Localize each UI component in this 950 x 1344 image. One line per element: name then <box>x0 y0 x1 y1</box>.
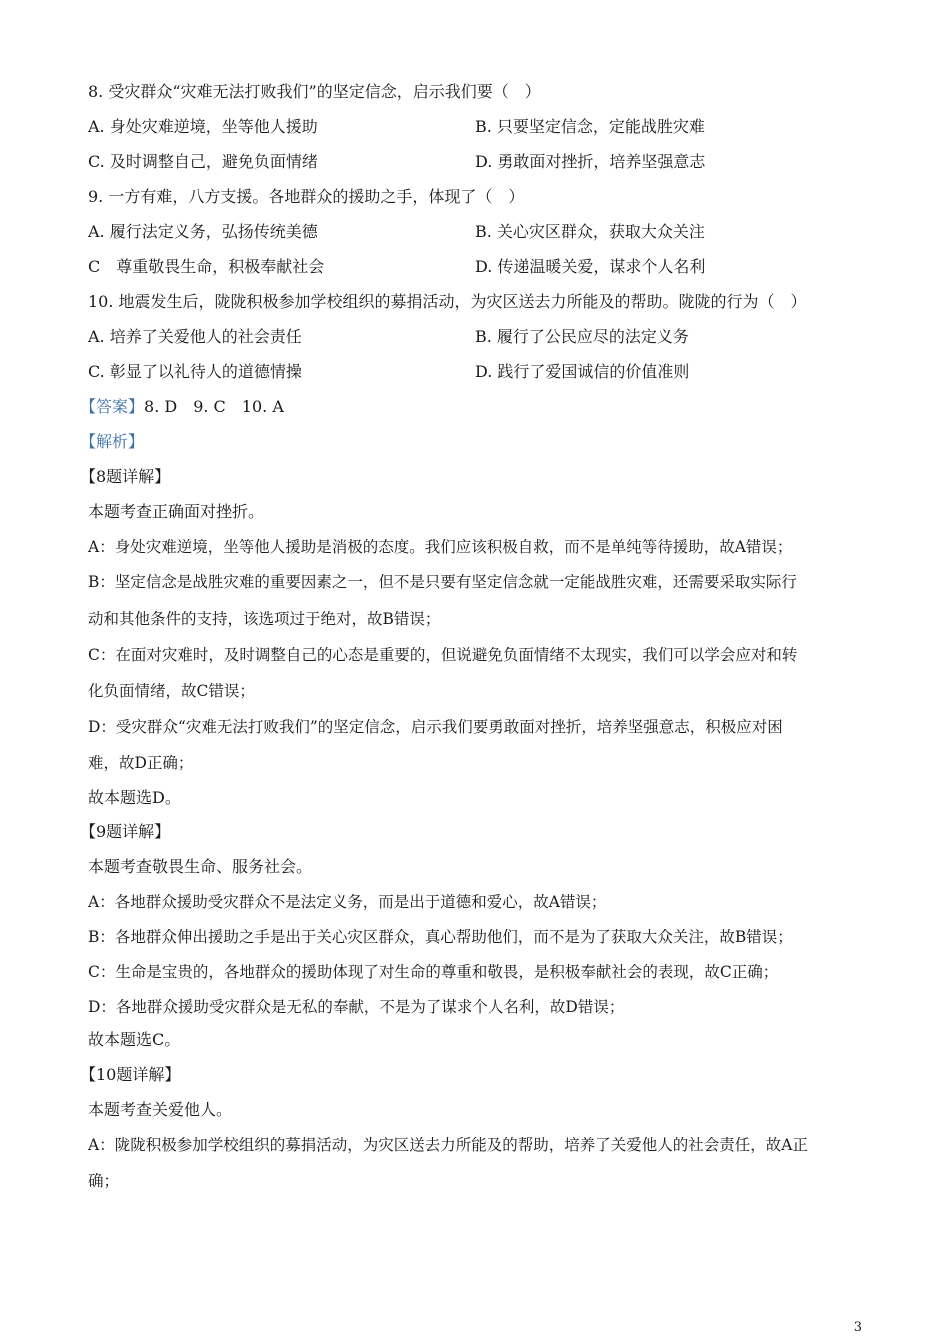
question-9-option-a: A. 履行法定义务，弘扬传统美德 <box>88 222 318 241</box>
explanation-line: 本题考查敬畏生命、服务社会。 <box>88 857 313 876</box>
page-number: 3 <box>853 1320 862 1335</box>
question-9-stem: 9. 一方有难，八方支援。各地群众的援助之手，体现了（ ） <box>88 187 525 206</box>
explanation-line: 难，故D正确； <box>88 754 194 772</box>
explanation-line: 故本题选C。 <box>88 1030 181 1049</box>
explanation-line: A：身处灾难逆境，坐等他人援助是消极的态度。我们应该积极自救，而不是单纯等待援助，故A错误； <box>88 538 793 556</box>
question-9-option-c: C 尊重敬畏生命，积极奉献社会 <box>88 257 325 276</box>
explanation-line: 本题考查关爱他人。 <box>88 1100 233 1119</box>
explanation-line: B：各地群众伸出援助之手是出于关心灾区群众，真心帮助他们，而不是为了获取大众关注，故B错误； <box>88 928 793 946</box>
explanation-heading-9: 【9题详解】 <box>80 822 171 841</box>
explanation-line: A：各地群众援助受灾群众不是法定义务，而是出于道德和爱心，故A错误； <box>88 893 607 911</box>
question-10-option-a: A. 培养了关爱他人的社会责任 <box>88 327 302 346</box>
explanation-line: B：坚定信念是战胜灾难的重要因素之一，但不是只要有坚定信念就一定能战胜灾难，还需要采取实际行 <box>88 573 797 591</box>
question-10-stem: 10. 地震发生后，陇陇积极参加学校组织的募捐活动，为灾区送去力所能及的帮助。陇陇的行为（ ） <box>88 292 807 311</box>
question-8-stem: 8. 受灾群众“灾难无法打败我们”的坚定信念，启示我们要（ ） <box>88 82 541 101</box>
question-9-option-b: B. 关心灾区群众，获取大众关注 <box>475 222 705 241</box>
explanation-line: C：在面对灾难时，及时调整自己的心态是重要的，但说避免负面情绪不太现实，我们可以学会应对和转 <box>88 646 798 664</box>
explanation-line: 动和其他条件的支持，该选项过于绝对，故B错误； <box>88 610 441 628</box>
explanation-line: D：各地群众援助受灾群众是无私的奉献，不是为了谋求个人名利，故D错误； <box>88 998 625 1016</box>
question-10-option-d: D. 践行了爱国诚信的价值准则 <box>475 362 690 381</box>
explanation-line: 故本题选D。 <box>88 788 181 807</box>
question-9-option-d: D. 传递温暖关爱，谋求个人名利 <box>475 257 706 276</box>
question-10-option-c: C. 彰显了以礼待人的道德情操 <box>88 362 302 381</box>
analysis-tag: 【解析】 <box>80 432 145 451</box>
explanation-heading-8: 【8题详解】 <box>80 467 171 486</box>
explanation-line: 确； <box>88 1172 120 1190</box>
explanation-line: D：受灾群众“灾难无法打败我们”的坚定信念，启示我们要勇敢面对挫折，培养坚强意志，积极应对困 <box>88 718 783 736</box>
question-8-option-b: B. 只要坚定信念，定能战胜灾难 <box>475 117 705 136</box>
answer-line <box>80 397 284 417</box>
question-8-option-c: C. 及时调整自己，避免负面情绪 <box>88 152 318 171</box>
explanation-heading-10: 【10题详解】 <box>80 1065 181 1084</box>
answer-text: 8. D 9. C 10. A <box>144 397 284 416</box>
answer-tag: 【答案】 <box>80 397 145 416</box>
question-8-option-a: A. 身处灾难逆境，坐等他人援助 <box>88 117 318 136</box>
question-8-option-d: D. 勇敢面对挫折，培养坚强意志 <box>475 152 706 171</box>
question-10-option-b: B. 履行了公民应尽的法定义务 <box>475 327 689 346</box>
explanation-line: A：陇陇积极参加学校组织的募捐活动，为灾区送去力所能及的帮助，培养了关爱他人的社会责任，故A正 <box>88 1136 808 1154</box>
explanation-line: 化负面情绪，故C错误； <box>88 682 255 700</box>
explanation-line: C：生命是宝贵的，各地群众的援助体现了对生命的尊重和敬畏，是积极奉献社会的表现，故C正确； <box>88 963 779 981</box>
explanation-line: 本题考查正确面对挫折。 <box>88 502 265 521</box>
